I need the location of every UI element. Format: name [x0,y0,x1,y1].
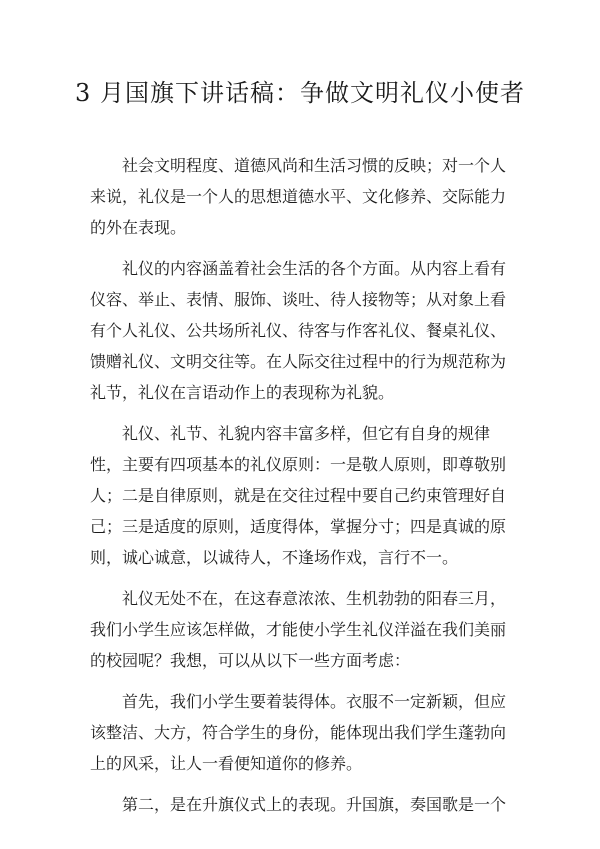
paragraph-4: 礼仪无处不在，在这春意浓浓、生机勃勃的阳春三月，我们小学生应该怎样做，才能使小学生礼仪洋溢在我们美丽的校园呢？我想，可以从以下一些方面考虑： [90,589,507,670]
document-body [90,150,510,830]
paragraph-6: 第二，是在升旗仪式上的表现。升国旗，奏国歌是一个 [122,795,507,814]
paragraph-3: 礼仪、礼节、礼貌内容丰富多样，但它有自身的规律性，主要有四项基本的礼仪原则：一是敬人原则，即尊敬别人；二是自律原则，就是在交往过程中要自己约束管理好自己；三是适度的原则，适度得体，掌握分寸；四是真诚的原则，诚心诚意，以诚待人，不逢场作戏，言行不一。 [90,424,507,567]
paragraph-2: 礼仪的内容涵盖着社会生活的各个方面。从内容上看有仪容、举止、表情、服饰、谈吐、待人接物等；从对象上看有个人礼仪、公共场所礼仪、待客与作客礼仪、餐桌礼仪、馈赠礼仪、文明交往等。在人际交往过程中的行为规范称为礼节，礼仪在言语动作上的表现称为礼貌。 [90,259,507,402]
paragraph-1: 社会文明程度、道德风尚和生活习惯的反映；对一个人来说，礼仪是一个人的思想道德水平、文化修养、交际能力的外在表现。 [90,156,507,237]
paragraph-5: 首先，我们小学生要着装得体。衣服不一定新颖，但应该整洁、大方，符合学生的身份，能体现出我们学生蓬勃向上的风采，让人一看便知道你的修养。 [90,692,507,773]
document-title: 3 月国旗下讲话稿：争做文明礼仪小使者 [75,79,525,107]
